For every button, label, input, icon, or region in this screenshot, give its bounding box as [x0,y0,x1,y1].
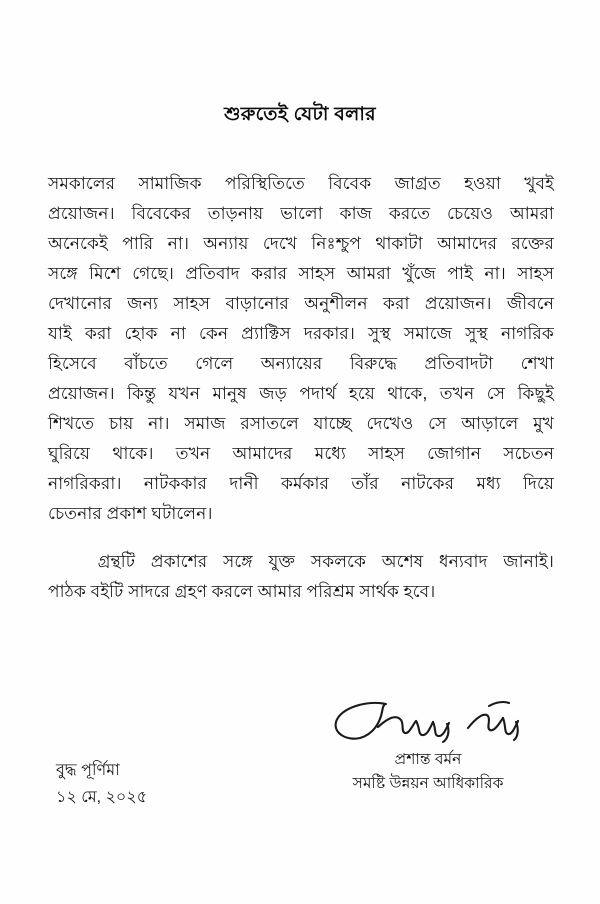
word: যাই [48,323,72,343]
word: থাকে। [112,443,154,463]
word: দেখানোর [48,293,112,313]
date-block [56,757,276,811]
word: সচেতন [503,443,554,463]
word: করা [383,293,410,313]
word: সাহস [298,263,336,283]
word: সাহস [517,263,554,283]
word: মধ্যে [314,443,346,463]
word: পারি [122,233,154,253]
word: মধ্য [476,473,501,493]
word: নাগরিকরা। [48,473,122,493]
word: জড় [259,383,287,403]
word: করার [251,263,288,283]
word: খুবই [524,173,554,193]
paragraph-line [48,198,554,228]
word: সুস্থ [368,323,391,343]
paragraph-line [48,168,554,198]
page-title: শুরুতেই যেটা বলার [224,104,376,125]
word: শেখা [520,353,554,373]
word: নিঃশ্চুপ [311,233,361,253]
word: দরকার। [303,323,355,343]
word: আমাদের [232,443,293,463]
word: কাজ [339,203,372,223]
word: গেলে [195,353,234,373]
signatory-name: প্রশান্ত বর্মন [394,751,462,768]
word: থাকে, [387,383,428,403]
word: অশেষ [381,551,424,571]
word: নাটককার [143,473,207,493]
word: সাহস [368,443,405,463]
word: বিবেকের [131,203,191,223]
word: প্রকাশের [150,551,208,571]
paragraph-line [48,498,554,528]
word: চেয়েও [447,203,493,223]
paragraph-line [48,258,554,288]
word: ভালো [280,203,323,223]
word: পাঠক বইটি সাদরে গ্রহণ করলে আমার পরিশ্রম সার্থক হবে। [48,581,436,601]
word: আড়ালে [461,413,519,433]
word: হয়ে [348,383,375,403]
word: হোক [124,323,158,343]
word: প্রয়োজন। [48,383,115,403]
word: বিরুদ্ধে [349,353,398,373]
word: জোগান [427,443,481,463]
word: প্র্যাক্টিস [241,323,291,343]
word: প্রয়োজন। [48,203,115,223]
word: গেছে। [132,263,174,283]
date-value: ১২ মে, ২০২৫ [56,789,148,806]
word: মিশে [89,263,121,283]
word: জানাই। [503,551,554,571]
word: তখন [175,443,211,463]
word: অনেকেই [48,233,108,253]
word: শিখতে [48,413,95,433]
word: সমকালের [48,173,116,193]
word: বাঁচতে [124,353,168,373]
word: আমরা [509,203,554,223]
word: করা [84,323,112,343]
paragraph-indent [48,546,82,576]
word: পরিস্থিতিতে [224,173,305,193]
word: চায় [108,413,134,433]
paragraph-line [48,348,554,378]
word: সমাজে [403,323,453,343]
word: না। [148,413,170,433]
word: জন্য [127,293,158,313]
word: বাড়ানোর [225,293,289,313]
word: অন্যায় [203,233,249,253]
word: কিছুই [517,383,554,403]
word: হিসেবে [48,353,97,373]
word: সমাজ [184,413,226,433]
word: কেন [198,323,229,343]
paragraph-line [48,318,554,348]
word: মানুষ [212,383,247,403]
word: প্রতিবাদটা [424,353,494,373]
word: মুখ [533,413,554,433]
word: কর্মকার [280,473,329,493]
word: দানী [229,473,259,493]
word: তাঁর [351,473,379,493]
word: প্রতিবাদ [185,263,240,283]
word: না। [484,263,506,283]
word: কিন্তু [127,383,156,403]
word: দিয়ে [523,473,554,493]
word: সাহস [173,293,211,313]
word: রক্তের [511,233,554,253]
word: জীবনে [506,293,554,313]
word: তখন [439,383,475,403]
word: চেতনার প্রকাশ ঘটালেন। [48,503,213,523]
word: সে [486,383,506,403]
word: সামাজিক [138,173,202,193]
signature-block [300,694,556,796]
word: করতে [388,203,431,223]
word: দেখে [262,233,298,253]
word: নাটকের [401,473,455,493]
paragraph-line [48,576,554,606]
paragraph-line [48,408,554,438]
paragraph-line [48,228,554,258]
word: সকলকে [310,551,366,571]
word: আমরা [346,263,391,283]
word: গ্রন্থটি [97,551,136,571]
word: অন্যায়ের [260,353,323,373]
paragraph-one [48,168,554,528]
signatory-role: সমষ্টি উন্নয়ন আধিকারিক [352,775,504,792]
handwritten-signature-icon [300,694,556,748]
word: আমাদের [437,233,498,253]
body-text-block [48,168,554,606]
word: সঙ্গে [48,263,78,283]
word: থাকাটা [375,233,423,253]
word: না [170,323,186,343]
word: খুঁজে [402,263,436,283]
paragraph-line [48,288,554,318]
word: যাচ্ছে [313,413,352,433]
paragraph-line [48,546,554,576]
word: জাগ্রত [394,173,441,193]
word: প্রয়োজন। [424,293,492,313]
date-occasion: বুদ্ধ পূর্ণিমা [56,762,120,779]
paragraph-line [48,438,554,468]
word: ধন্যবাদ [439,551,488,571]
word: পদার্থ [299,383,337,403]
word: না। [167,233,189,253]
word: রসাতলে [240,413,299,433]
paragraph-two [48,546,554,606]
word: পাই [447,263,473,283]
word: সঙ্গে [223,551,253,571]
word: নাগরিক [500,323,554,343]
word: বিবেক [328,173,372,193]
word: হওয়া [464,173,501,193]
word: অনুশীলন [304,293,368,313]
word: দেখেও [366,413,414,433]
word: তাড়নায় [207,203,264,223]
word: ঘুরিয়ে [48,443,91,463]
paragraph-line [48,468,554,498]
word: যখন [168,383,200,403]
paragraph-line [48,378,554,408]
word: সুস্থ [465,323,488,343]
word: যুক্ত [268,551,296,571]
word: সে [428,413,447,433]
